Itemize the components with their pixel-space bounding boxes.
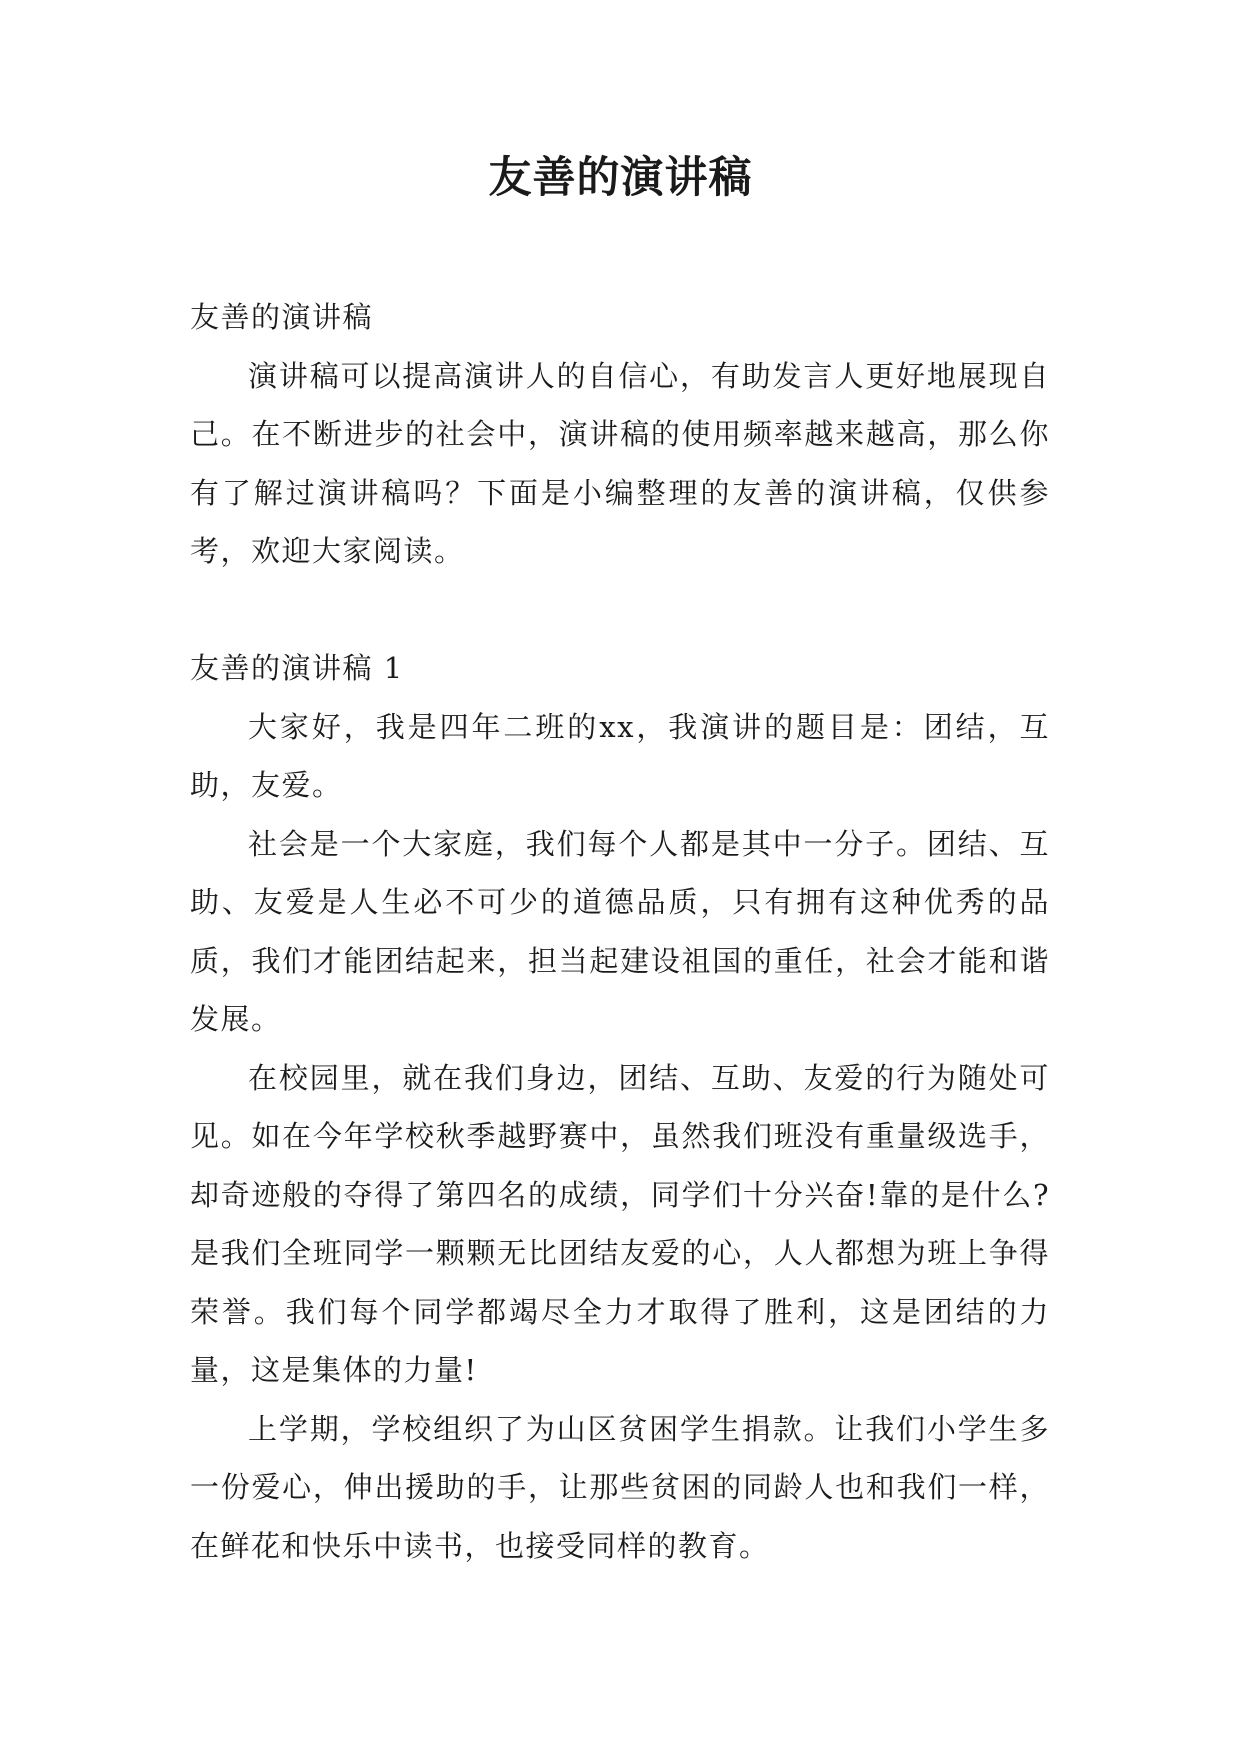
section-spacer [190, 581, 1050, 640]
body-paragraph: 社会是一个大家庭，我们每个人都是其中一分子。团结、互助、友爱是人生必不可少的道德品质，只有拥有这种优秀的品质，我们才能团结起来，担当起建设祖国的重任，社会才能和谐发展。 [190, 826, 1050, 1036]
document-subtitle: 友善的演讲稿 [190, 300, 374, 334]
body-paragraph: 大家好，我是四年二班的xx，我演讲的题目是：团结，互助，友爱。 [190, 709, 1050, 802]
body-paragraph: 在校园里，就在我们身边，团结、互助、友爱的行为随处可见。如在今年学校秋季越野赛中，虽然我们班没有重量级选手，却奇迹般的夺得了第四名的成绩，同学们十分兴奋!靠的是什么?是我们全班同学一颗颗无比团结友爱的心，人人都想为班上争得荣誉。我们每个同学都竭尽全力才取得了胜利，这是团结的力量，这是集体的力量! [190, 1060, 1050, 1387]
intro-paragraph: 演讲稿可以提高演讲人的自信心，有助发言人更好地展现自己。在不断进步的社会中，演讲稿的使用频率越来越高，那么你有了解过演讲稿吗？下面是小编整理的友善的演讲稿，仅供参考，欢迎大家阅读。 [190, 358, 1050, 568]
section-heading: 友善的演讲稿 1 [190, 651, 404, 685]
document-title: 友善的演讲稿 [488, 153, 753, 203]
body-paragraph: 上学期，学校组织了为山区贫困学生捐款。让我们小学生多一份爱心，伸出援助的手，让那些贫困的同龄人也和我们一样，在鲜花和快乐中读书，也接受同样的教育。 [190, 1411, 1050, 1563]
document-body [190, 288, 1050, 1575]
